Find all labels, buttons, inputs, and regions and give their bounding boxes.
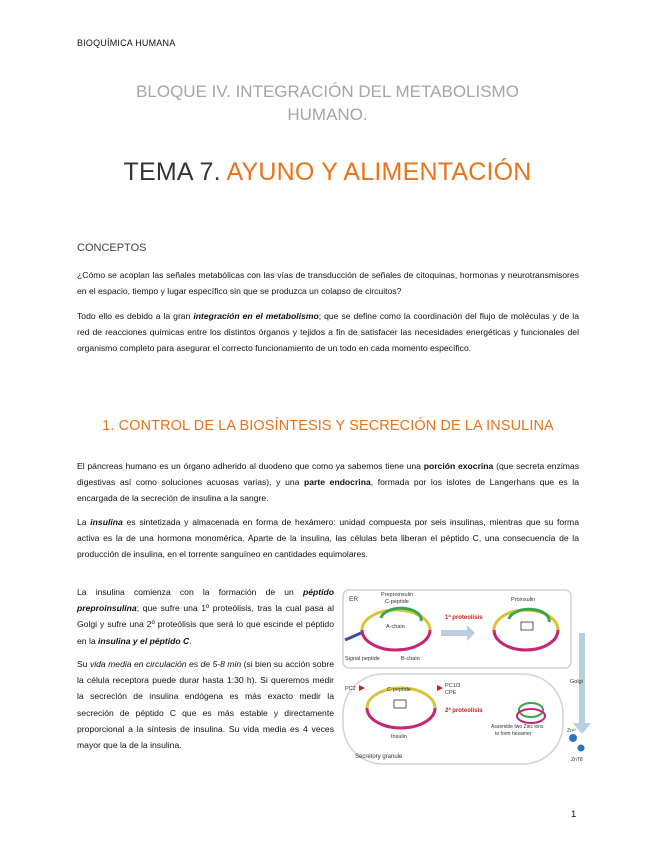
paragraph-half-life bbox=[77, 656, 334, 753]
er-label: ER bbox=[349, 596, 359, 603]
block-title-line2: HUMANO. bbox=[287, 105, 368, 124]
block-title bbox=[80, 80, 575, 126]
pc13-label: PC1/3 bbox=[445, 683, 461, 689]
text-run: es sintetizada y almacenada en forma de hexámero: unidad compuesta por seis insulinas, mientras que su forma activa es la de una hormona monomérica. Aparte de la insulina, las células beta liberan el péptido C, una consecuencia de la producción de insulina, en el torrente sanguíneo en cantidades equimolares. bbox=[77, 517, 579, 560]
paragraph-question: ¿Cómo se acoplan las señales metabólicas con las vías de transducción de señales de citoquinas, hormonas y neurotransmisores en el espacio, tiempo y lugar específico sin que se produzca un colapso de circuitos? bbox=[77, 270, 579, 297]
text-run: ; que se define como la coordinación del flujo de moléculas y de la red de reacciones químicas entre los distintos órganos y tejidos a fin de satisfacer las necesidades energéticas y funcionales del organismo completo para asegurar el correcto funcionamiento de un todo en cada momento específico. bbox=[77, 311, 579, 354]
paragraph-insulin bbox=[77, 514, 579, 563]
preproinsulin-label: Preproinsulin bbox=[381, 592, 414, 598]
pc2-label: PC2 bbox=[345, 686, 356, 692]
zn-label: Zn²⁺ bbox=[567, 728, 578, 734]
text-run: Su bbox=[77, 659, 90, 669]
text-run: La bbox=[77, 517, 91, 527]
zinc-ion-icon bbox=[578, 745, 585, 752]
cpeptide2-label: C-peptide bbox=[387, 687, 411, 693]
proteolysis1-label: 1ª proteolisis bbox=[445, 615, 483, 621]
text-run: La insulina comienza con la formación de un bbox=[77, 587, 303, 597]
block-title-line1: BLOQUE IV. INTEGRACIÓN DEL METABOLISMO bbox=[136, 82, 519, 101]
proinsulin-label: Proinsulin bbox=[511, 597, 536, 603]
text-run: El páncreas humano es un órgano adherido al duodeno que como ya sabemos tiene una bbox=[77, 461, 424, 471]
emphasis-insulin-cpeptide: insulina y el péptido C bbox=[98, 635, 190, 646]
paragraph-preproinsulin bbox=[77, 584, 334, 649]
text-run: . bbox=[189, 635, 192, 646]
paragraph-pancreas bbox=[77, 458, 579, 507]
topic-accent: AYUNO Y ALIMENTACIÓN bbox=[226, 158, 532, 186]
emphasis-preproinsulin: péptido preproinsulina bbox=[77, 587, 334, 614]
bchain-label: B-chain bbox=[401, 656, 420, 662]
text-run: (si bien su acción sobre la célula receptora puede durar hasta 1:30 h). Si queremos medir la secreción de insulina endógena es más exacto medir la secreción de péptido C que es más estable y directamente proporcional a la síntesis de insulina. Su vida media es 4 veces mayor que la de la insulina. bbox=[77, 659, 334, 751]
page-number: 1 bbox=[571, 809, 577, 820]
znt8-label: ZnT8 bbox=[571, 757, 583, 763]
emphasis-endocrine: parte endocrina bbox=[304, 477, 371, 488]
text-run: ; que sufre una 1º proteólisis, tras la cual pasa al Golgi y sufre una 2º proteólisis que será lo que escinde el péptido en la bbox=[77, 603, 334, 646]
running-header: BIOQUÍMICA HUMANA bbox=[77, 38, 176, 48]
topic-prefix: TEMA 7. bbox=[123, 158, 227, 186]
paragraph-integration bbox=[77, 308, 579, 357]
insulin-processing-figure bbox=[341, 588, 591, 766]
golgi-label: Golgi bbox=[570, 679, 583, 685]
achain-label: A-chain bbox=[386, 624, 405, 630]
signal-label: Signal peptide bbox=[345, 656, 380, 662]
insulin-label: Insulin bbox=[391, 734, 407, 740]
granule-label: Secretory granule bbox=[355, 754, 403, 760]
emphasis-half-life: vida media en circulación es de 5-8 min bbox=[89, 659, 242, 669]
topic-title bbox=[80, 158, 575, 187]
emphasis-exocrine: porción exocrina bbox=[423, 461, 494, 471]
text-run: Todo ello es debido a la gran bbox=[77, 311, 194, 321]
assemble-label: Assemble two Zinc ions bbox=[491, 724, 544, 730]
zinc-ion-icon bbox=[569, 734, 577, 742]
emphasis-insulin: insulina bbox=[90, 517, 123, 527]
cpeptide-label: C-peptide bbox=[385, 599, 409, 605]
text-run: (que secreta enzimas digestivas así como soluciones acuosas varias), y una bbox=[77, 461, 580, 488]
assemble-label-2: to form hexamer bbox=[495, 731, 532, 737]
section-heading: 1. CONTROL DE LA BIOSÍNTESIS Y SECRECIÓN DE LA INSULINA bbox=[102, 418, 554, 434]
text-run: , formada por los islotes de Langerhans que es la encargada de la secreción de insulina a la sangre. bbox=[77, 477, 579, 504]
section-label: CONCEPTOS bbox=[77, 242, 147, 254]
emphasis-integration: integración en el metabolismo bbox=[193, 311, 319, 321]
proteolysis2-label: 2ª proteolisis bbox=[445, 708, 483, 714]
cpe-label: CPE bbox=[445, 690, 457, 696]
